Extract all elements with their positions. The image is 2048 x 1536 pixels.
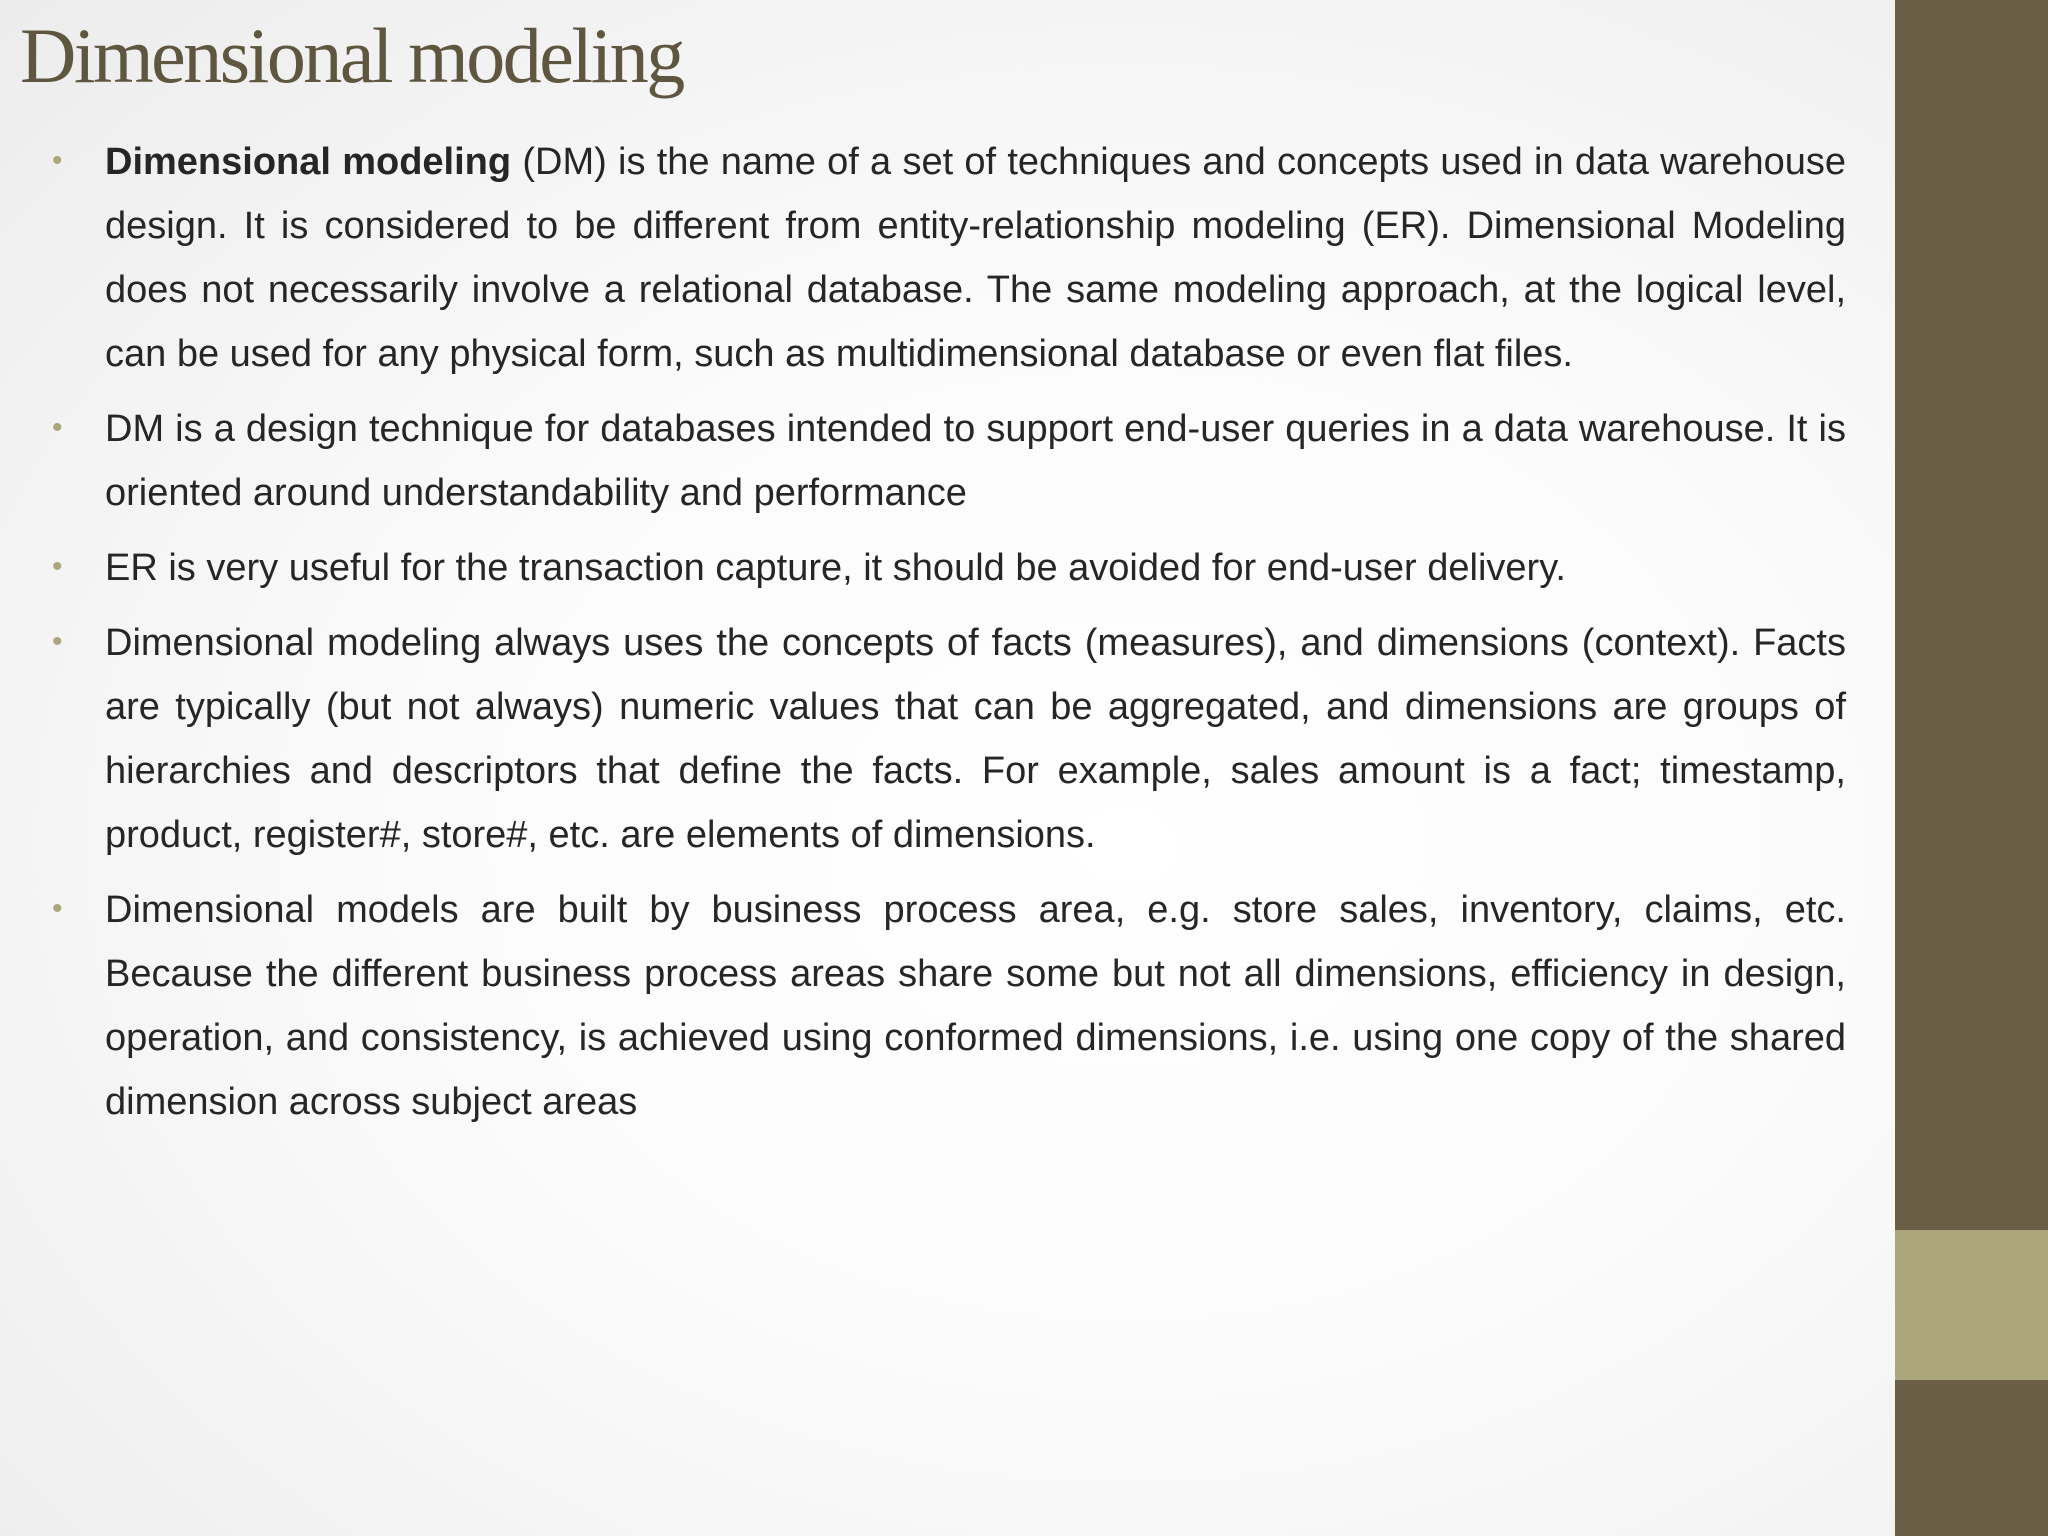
slide-content bbox=[52, 130, 1846, 1145]
bullet-body: (DM) is the name of a set of techniques and concepts used in data warehouse design. It is considered to be different from entity-relationship modeling (ER). Dimensional Modeling does not necessarily involve a relational database. The same modeling approach, at the logical level, can be used for any physical form, such as multidimensional database or even flat files. bbox=[105, 141, 1847, 375]
bullet-dot-icon: • bbox=[52, 411, 63, 444]
sidebar-accent-block bbox=[1895, 1230, 2048, 1380]
bullet-item-5 bbox=[52, 878, 1846, 1134]
bullet-dot-icon: • bbox=[52, 892, 63, 925]
bullet-item-4 bbox=[52, 611, 1846, 867]
bullet-text bbox=[105, 130, 1846, 386]
bullet-text: Dimensional models are built by business process area, e.g. store sales, inventory, claims, etc. Because the different business process areas share some but not all dimensions, efficiency in design, operation, and consistency, is achieved using conformed dimensions, i.e. using one copy of the shared dimension across subject areas bbox=[105, 889, 1846, 1123]
bullet-dot-icon: • bbox=[52, 144, 63, 177]
bullet-item-3 bbox=[52, 536, 1846, 600]
slide-title: Dimensional modeling bbox=[20, 12, 683, 99]
bold-term: Dimensional modeling bbox=[105, 141, 512, 183]
bullet-dot-icon: • bbox=[52, 625, 63, 658]
bullet-dot-icon: • bbox=[52, 550, 63, 583]
bullet-text: Dimensional modeling always uses the concepts of facts (measures), and dimensions (context). Facts are typically (but not always) numeric values that can be aggregated, and dimensions are groups of hierarchies and descriptors that define the facts. For example, sales amount is a fact; timestamp, product, register#, store#, etc. are elements of dimensions. bbox=[105, 622, 1846, 856]
bullet-text: DM is a design technique for databases intended to support end-user queries in a data warehouse. It is oriented around understandability and performance bbox=[105, 408, 1846, 514]
bullet-text: ER is very useful for the transaction capture, it should be avoided for end-user delivery. bbox=[105, 547, 1566, 589]
bullet-item-1 bbox=[52, 130, 1846, 386]
bullet-item-2 bbox=[52, 397, 1846, 525]
bullet-list bbox=[52, 130, 1846, 1134]
